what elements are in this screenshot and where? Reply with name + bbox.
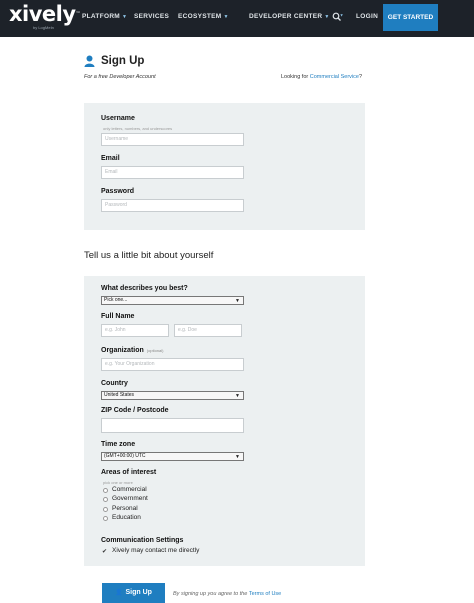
password-input[interactable]: Password xyxy=(101,199,244,212)
email-label: Email xyxy=(101,155,120,162)
dropdown-arrow-icon: ▼ xyxy=(235,454,240,460)
password-label: Password xyxy=(101,188,135,195)
fullname-label: Full Name xyxy=(101,313,135,320)
interest-education-label: Education xyxy=(112,514,141,521)
checkmark-icon: ✔ xyxy=(102,549,108,555)
describe-select[interactable]: Pick one... ▼ xyxy=(101,296,244,305)
timezone-label: Time zone xyxy=(101,441,136,448)
nav-developer-center[interactable]: DEVELOPER CENTER ▼ xyxy=(249,13,330,20)
user-icon xyxy=(84,55,95,67)
contact-option-label: Xively may contact me directly xyxy=(112,547,200,554)
describe-label: What describes you best? xyxy=(101,285,188,292)
last-name-input[interactable]: e.g. Doe xyxy=(174,324,242,337)
chevron-down-icon: ▼ xyxy=(122,14,128,20)
dropdown-arrow-icon: ▼ xyxy=(235,393,240,399)
user-icon: 👤 xyxy=(115,590,123,596)
nav-ecosystem[interactable]: ECOSYSTEM ▼ xyxy=(178,13,229,20)
commercial-service-link[interactable]: Commercial Service xyxy=(309,74,359,80)
communication-label: Communication Settings xyxy=(101,537,184,544)
chevron-down-icon: ▼ xyxy=(223,14,229,20)
terms-of-use-link[interactable]: Terms of Use xyxy=(248,591,282,597)
interest-government-checkbox[interactable] xyxy=(103,497,108,502)
nav-platform[interactable]: PLATFORM ▼ xyxy=(82,13,128,20)
logo-subtitle: by LogMeIn xyxy=(33,25,54,30)
nav-services[interactable]: SERVICES xyxy=(134,13,170,20)
nav-login[interactable]: LOGIN xyxy=(356,13,379,20)
xively-logo[interactable]: xively™ xyxy=(9,2,81,26)
organization-label: Organization (optional) xyxy=(101,347,164,354)
timezone-select[interactable]: (GMT+00:00) UTC ▼ xyxy=(101,452,244,461)
interest-education-checkbox[interactable] xyxy=(103,516,108,521)
get-started-button[interactable]: GET STARTED xyxy=(383,4,438,31)
username-hint: only letters, numbers, and underscores xyxy=(103,126,173,131)
top-navigation-bar xyxy=(0,0,474,37)
zip-label: ZIP Code / Postcode xyxy=(101,407,169,414)
interest-commercial-checkbox[interactable] xyxy=(103,488,108,493)
country-select[interactable]: United States ▼ xyxy=(101,391,244,400)
search-icon[interactable] xyxy=(332,11,342,23)
interests-label: Areas of interest xyxy=(101,469,157,476)
interest-personal-label: Personal xyxy=(112,505,138,512)
organization-input[interactable]: e.g. Your Organization xyxy=(101,358,244,371)
about-section-title: Tell us a little bit about yourself xyxy=(84,250,214,261)
commercial-service-prompt: Looking for Commercial Service? xyxy=(281,74,363,80)
svg-text:▼: ▼ xyxy=(339,12,344,18)
interests-hint: pick one or more xyxy=(103,480,133,485)
zip-input[interactable] xyxy=(101,418,244,433)
contact-checkbox[interactable] xyxy=(102,548,107,555)
email-input[interactable]: Email xyxy=(101,166,244,179)
interest-government-label: Government xyxy=(112,495,148,502)
page-title: Sign Up xyxy=(101,55,145,67)
terms-notice: By signing up you agree to the Terms of Use xyxy=(173,591,282,597)
interest-personal-checkbox[interactable] xyxy=(103,507,108,512)
username-input[interactable]: Username xyxy=(101,133,244,146)
username-label: Username xyxy=(101,115,135,122)
sign-up-button[interactable]: 👤 Sign Up xyxy=(102,583,165,603)
page-subtitle: For a free Developer Account xyxy=(84,74,156,80)
country-label: Country xyxy=(101,380,128,387)
first-name-input[interactable]: e.g. John xyxy=(101,324,169,337)
chevron-down-icon: ▼ xyxy=(324,14,330,20)
dropdown-arrow-icon: ▼ xyxy=(235,298,240,304)
interest-commercial-label: Commercial xyxy=(112,486,147,493)
